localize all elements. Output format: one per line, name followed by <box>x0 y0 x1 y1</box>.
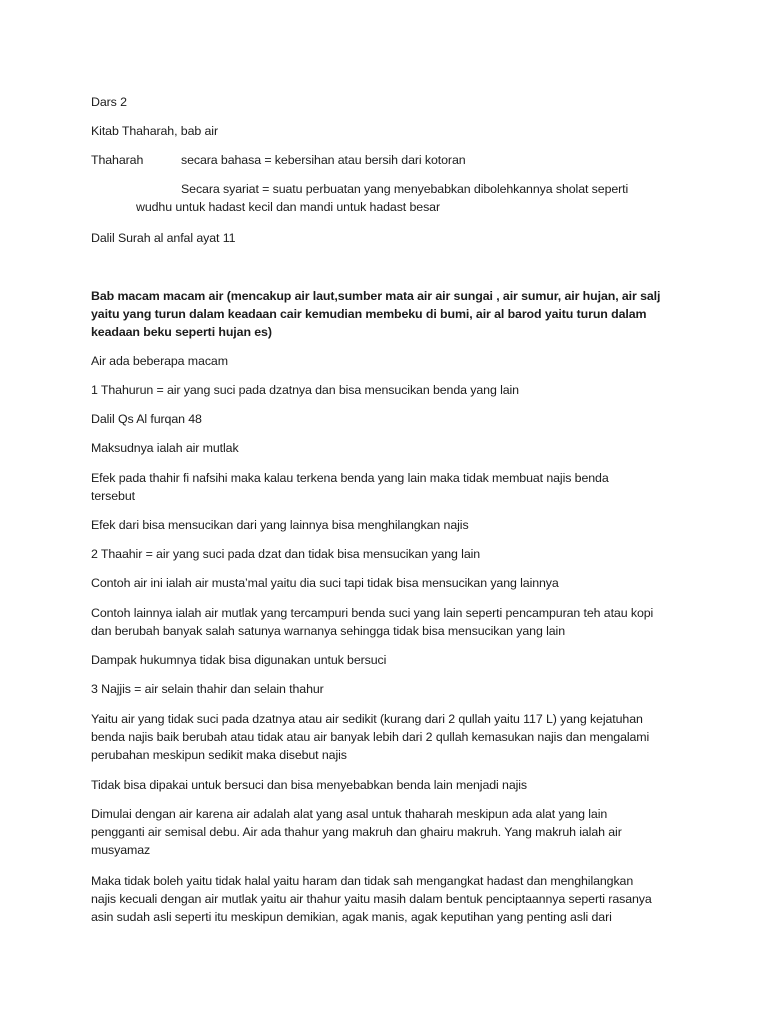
paragraph <box>91 604 691 640</box>
paragraph-line: Dimulai dengan air karena air adalah alat yang asal untuk thaharah meskipun ada alat yang lain <box>91 807 608 821</box>
text-line: Contoh air ini ialah air musta’mal yaitu dia suci tapi tidak bisa mensucikan yang lainnya <box>91 576 559 590</box>
paragraph-line: Yaitu air yang tidak suci pada dzatnya atau air sedikit (kurang dari 2 qullah yaitu 117 L) yang kejatuhan <box>91 712 643 726</box>
paragraph <box>91 710 691 764</box>
bold-paragraph-line: keadaan beku seperti hujan es) <box>91 325 272 339</box>
paragraph-line: asin sudah asli seperti itu meskipun demikian, agak manis, agak keputihan yang penting asli dari <box>91 910 612 924</box>
paragraph-line: pengganti air semisal debu. Air ada thahur yang makruh dan ghairu makruh. Yang makruh ialah air <box>91 825 622 839</box>
definition-term: Thaharah <box>91 153 144 167</box>
text-line: Air ada beberapa macam <box>91 354 228 368</box>
definition-sharia-meaning-line1: Secara syariat = suatu perbuatan yang menyebabkan dibolehkannya sholat seperti <box>181 182 629 196</box>
document-heading: Dars 2 <box>91 95 127 109</box>
bold-paragraph <box>91 287 691 341</box>
paragraph-line: benda najis baik berubah atau tidak atau air banyak lebih dari 2 qullah kemasukan najis dan mengalami <box>91 730 650 744</box>
paragraph-line: Maka tidak boleh yaitu tidak halal yaitu haram dan tidak sah mengangkat hadast dan menghilangkan <box>91 874 634 888</box>
text-line: Tidak bisa dipakai untuk bersuci dan bisa menyebabkan benda lain menjadi najis <box>91 778 528 792</box>
definition-language-meaning: secara bahasa = kebersihan atau bersih dari kotoran <box>181 153 466 167</box>
paragraph-line: musyamaz <box>91 843 151 857</box>
text-line: Efek dari bisa mensucikan dari yang lainnya bisa menghilangkan najis <box>91 518 469 532</box>
text-line: 3 Najjis = air selain thahir dan selain thahur <box>91 682 324 696</box>
evidence-line: Dalil Surah al anfal ayat 11 <box>91 231 236 245</box>
definition-sharia-meaning-line2: wudhu untuk hadast kecil dan mandi untuk hadast besar <box>136 200 440 214</box>
text-line: Dalil Qs Al furqan 48 <box>91 412 202 426</box>
paragraph-line: perubahan meskipun sedikit maka disebut najis <box>91 748 347 762</box>
paragraph-line: Contoh lainnya ialah air mutlak yang tercampuri benda suci yang lain seperti pencampuran teh atau kopi <box>91 606 654 620</box>
text-line: 1 Thahurun = air yang suci pada dzatnya dan bisa mensucikan benda yang lain <box>91 383 519 397</box>
paragraph <box>91 872 691 926</box>
paragraph <box>91 469 691 505</box>
paragraph-line: dan berubah banyak salah satunya warnanya sehingga tidak bisa mensucikan yang lain <box>91 624 565 638</box>
text-line: Dampak hukumnya tidak bisa digunakan untuk bersuci <box>91 653 387 667</box>
document-subheading: Kitab Thaharah, bab air <box>91 124 218 138</box>
paragraph-line: najis kecuali dengan air mutlak yaitu air thahur yaitu masih dalam bentuk penciptaannya seperti rasanya <box>91 892 652 906</box>
paragraph-line: Efek pada thahir fi nafsihi maka kalau terkena benda yang lain maka tidak membuat najis benda <box>91 471 609 485</box>
paragraph <box>91 805 691 859</box>
bold-paragraph-line: Bab macam macam air (mencakup air laut,sumber mata air air sungai , air sumur, air hujan, air salj <box>91 289 661 303</box>
text-line: Maksudnya ialah air mutlak <box>91 441 239 455</box>
text-line: 2 Thaahir = air yang suci pada dzat dan tidak bisa mensucikan yang lain <box>91 547 481 561</box>
bold-paragraph-line: yaitu yang turun dalam keadaan cair kemudian membeku di bumi, air al barod yaitu turun dalam <box>91 307 647 321</box>
paragraph-line: tersebut <box>91 489 135 503</box>
